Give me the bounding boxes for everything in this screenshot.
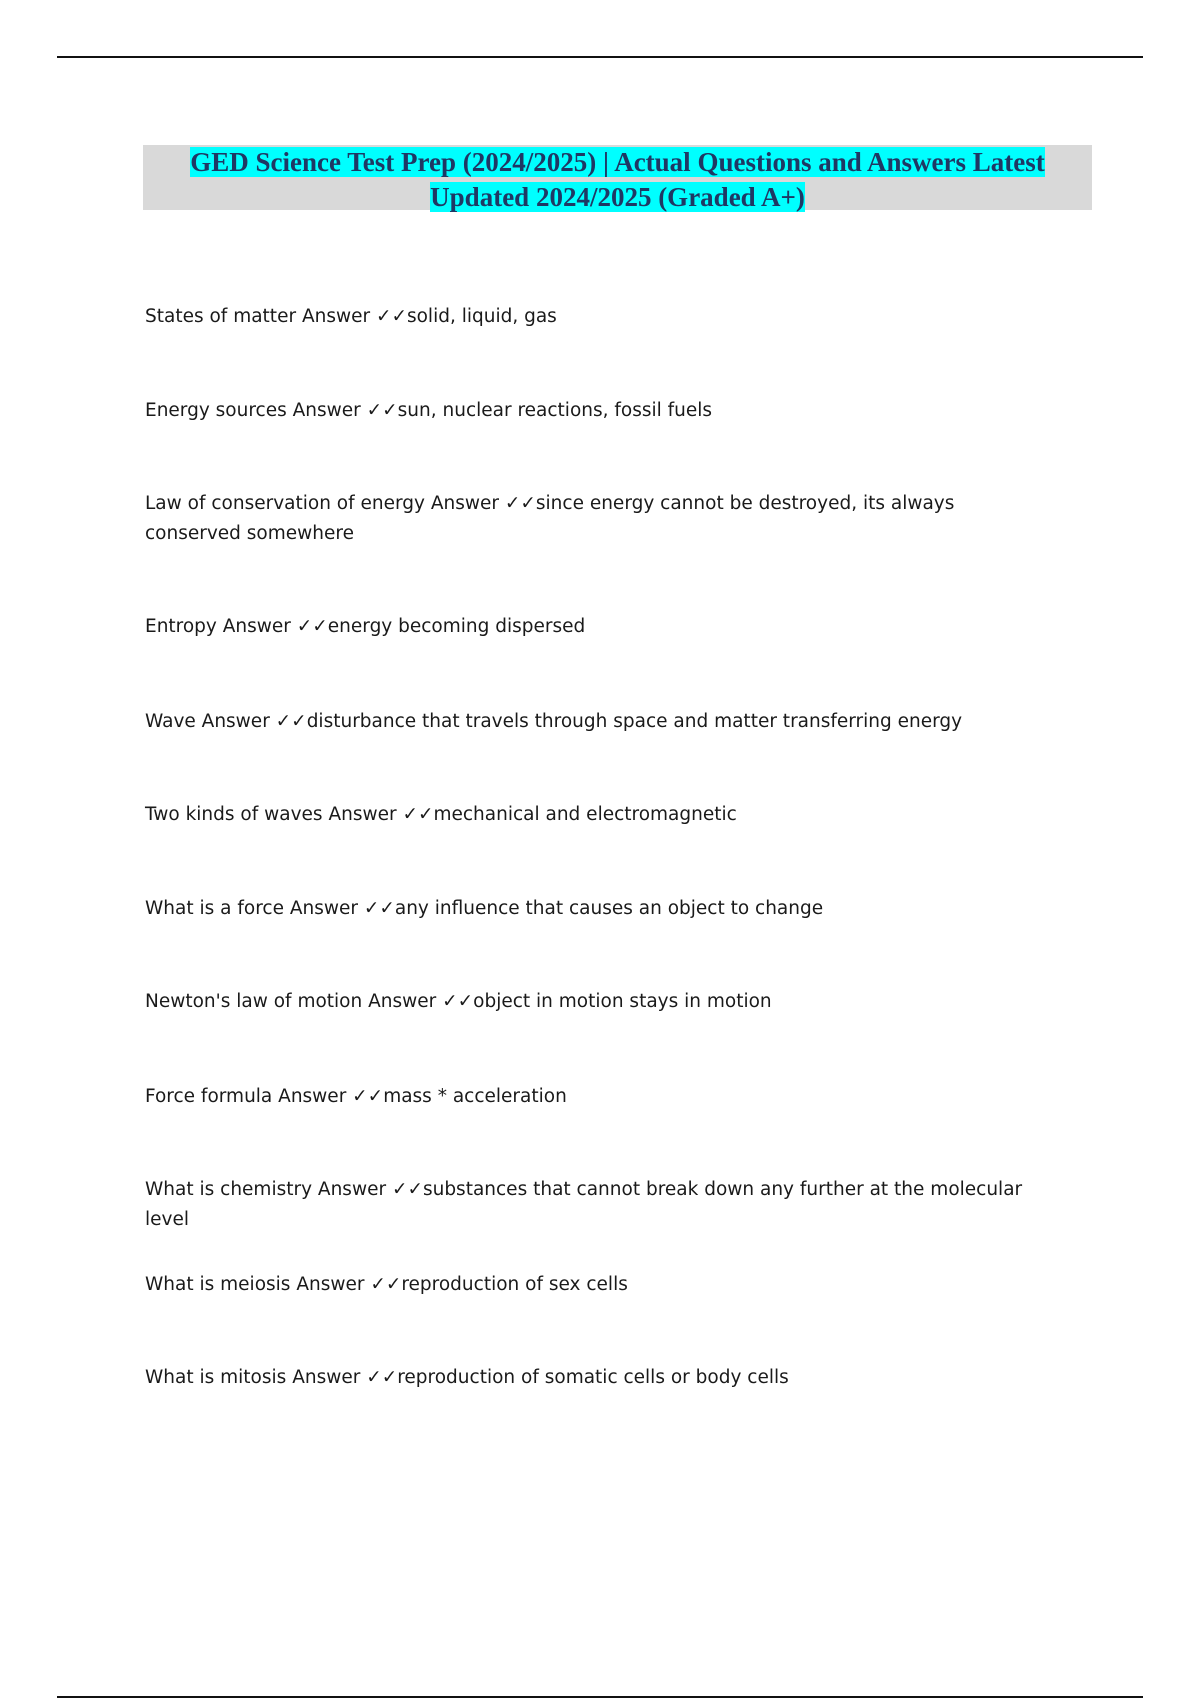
question-text: Newton's law of motion: [145, 991, 363, 1012]
bottom-rule: [57, 1696, 1143, 1698]
answer-marker: Answer ✓✓: [286, 400, 398, 421]
qa-item: [145, 894, 1055, 924]
answer-text: object in motion stays in motion: [473, 991, 772, 1012]
qa-item: [145, 612, 1055, 642]
question-text: What is chemistry: [145, 1179, 313, 1200]
answer-marker: Answer ✓✓: [424, 493, 536, 514]
answer-marker: Answer ✓✓: [272, 1086, 384, 1107]
question-text: What is meiosis: [145, 1274, 291, 1295]
question-text: What is mitosis: [145, 1367, 287, 1388]
question-text: Energy sources: [145, 400, 287, 421]
answer-text: reproduction of somatic cells or body cells: [397, 1367, 789, 1388]
qa-item: [145, 1270, 1055, 1300]
answer-text: any influence that causes an object to change: [394, 898, 824, 919]
question-text: Force formula: [145, 1086, 273, 1107]
qa-item: [145, 396, 1055, 426]
answer-marker: Answer ✓✓: [216, 616, 328, 637]
answer-text: substances that cannot break down any further at the molecular level: [145, 1179, 1023, 1230]
answer-marker: Answer ✓✓: [290, 1274, 402, 1295]
document-title: [143, 145, 1092, 210]
answer-marker: Answer ✓✓: [362, 991, 474, 1012]
question-text: Wave: [145, 711, 196, 732]
qa-item: [145, 987, 1055, 1017]
qa-item: [145, 1175, 1055, 1235]
qa-item: [145, 707, 1055, 737]
answer-text: mechanical and electromagnetic: [433, 804, 737, 825]
answer-marker: Answer ✓✓: [312, 1179, 423, 1200]
qa-item: [145, 1363, 1055, 1393]
answer-marker: Answer ✓✓: [286, 1367, 398, 1388]
answer-text: disturbance that travels through space and matter transferring energy: [306, 711, 963, 732]
qa-item: [145, 800, 1055, 830]
question-text: Two kinds of waves: [145, 804, 323, 825]
answer-text: reproduction of sex cells: [401, 1274, 628, 1295]
answer-marker: Answer ✓✓: [195, 711, 307, 732]
qa-item: [145, 1082, 1055, 1112]
title-line-2: Updated 2024/2025 (Graded A+): [430, 182, 805, 212]
question-text: Law of conservation of energy: [145, 493, 425, 514]
question-text: Entropy: [145, 616, 217, 637]
qa-item: [145, 489, 1055, 549]
answer-marker: Answer ✓✓: [296, 306, 407, 327]
title-line-1: GED Science Test Prep (2024/2025) | Actual Questions and Answers Latest: [190, 147, 1045, 177]
answer-text: sun, nuclear reactions, fossil fuels: [397, 400, 713, 421]
answer-marker: Answer ✓✓: [283, 898, 395, 919]
qa-item: [145, 302, 1055, 332]
answer-text: since energy cannot be destroyed, its always conserved somewhere: [145, 493, 955, 544]
question-text: States of matter: [145, 306, 297, 327]
answer-text: mass * acceleration: [383, 1086, 567, 1107]
answer-marker: Answer ✓✓: [322, 804, 434, 825]
question-text: What is a force: [145, 898, 284, 919]
answer-text: solid, liquid, gas: [406, 306, 557, 327]
answer-text: energy becoming dispersed: [327, 616, 586, 637]
top-rule: [57, 56, 1143, 58]
